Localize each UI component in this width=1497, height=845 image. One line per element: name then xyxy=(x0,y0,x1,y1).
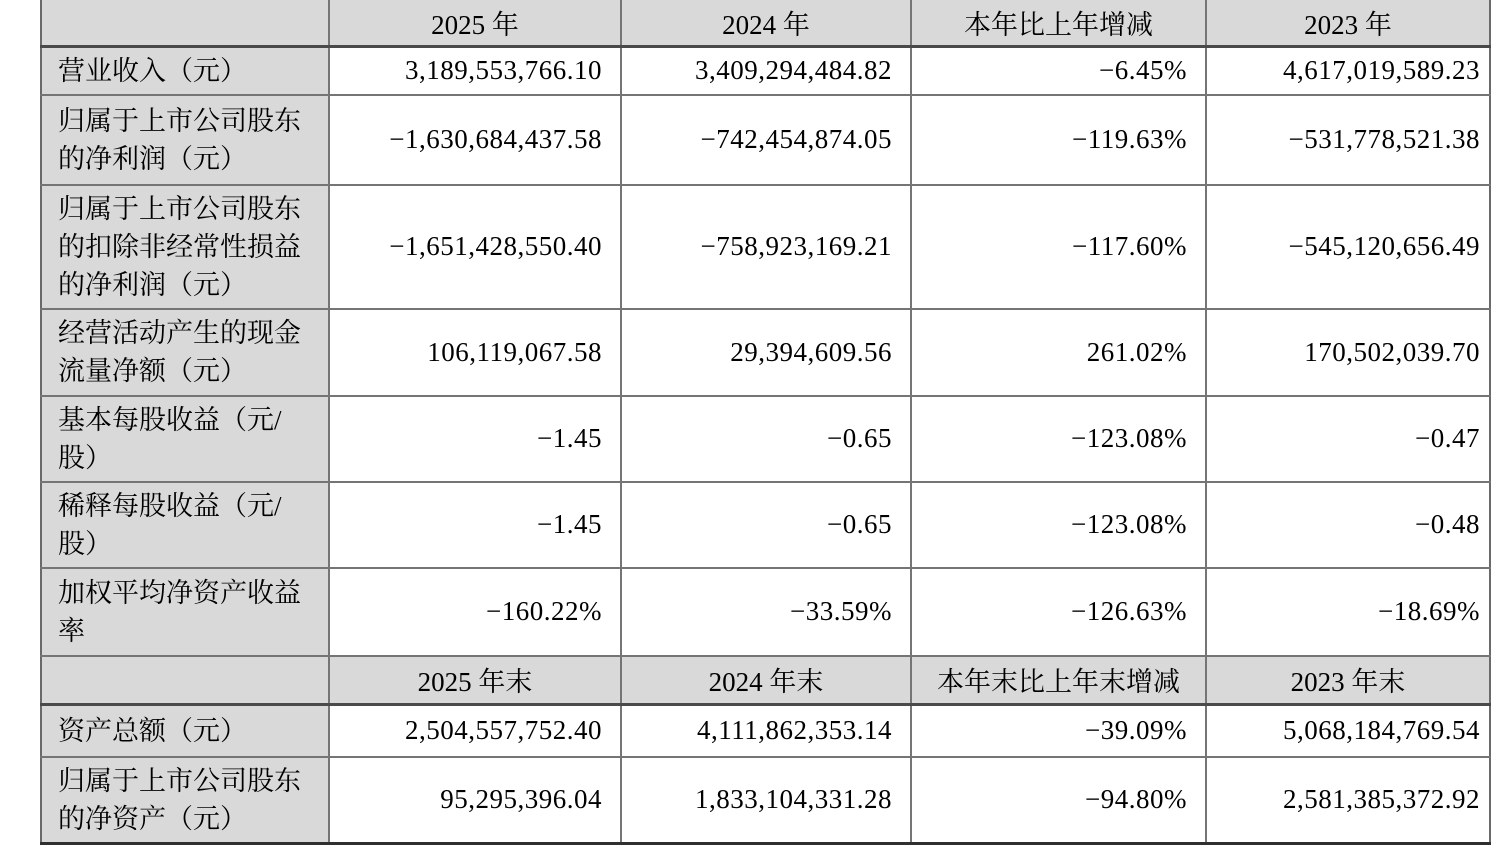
value-change-cell: 261.02% xyxy=(911,309,1206,396)
value-change-cell: −94.80% xyxy=(911,757,1206,844)
header-empty-cell xyxy=(41,0,329,46)
row-label-cell: 经营活动产生的现金流量净额（元） xyxy=(41,309,329,396)
header-2025: 2025 年 xyxy=(329,0,621,46)
value-2024-cell: 4,111,862,353.14 xyxy=(621,705,911,757)
row-label-cell: 营业收入（元） xyxy=(41,46,329,95)
value-change-cell: −123.08% xyxy=(911,396,1206,482)
value-2025-cell: −1.45 xyxy=(329,396,621,482)
value-2024-cell: −758,923,169.21 xyxy=(621,185,911,309)
value-change-cell: −117.60% xyxy=(911,185,1206,309)
table-row-weighted-avg-roe xyxy=(41,568,1490,656)
table-row-net-profit-excl-nonrecurring xyxy=(41,185,1490,309)
header-empty-cell xyxy=(41,656,329,705)
table-row-total-assets xyxy=(41,705,1490,757)
row-label-cell: 归属于上市公司股东的净利润（元） xyxy=(41,95,329,185)
value-2025-cell: −160.22% xyxy=(329,568,621,656)
header-yoy-change: 本年比上年增减 xyxy=(911,0,1206,46)
value-2025-cell: 3,189,553,766.10 xyxy=(329,46,621,95)
value-2023-cell: 2,581,385,372.92 xyxy=(1206,757,1490,844)
value-2023-cell: −0.48 xyxy=(1206,482,1490,568)
row-label-cell: 稀释每股收益（元/股） xyxy=(41,482,329,568)
financial-summary-table xyxy=(40,0,1491,845)
period-header-row xyxy=(41,0,1490,46)
table-row-operating-cash-flow xyxy=(41,309,1490,396)
value-change-cell: −39.09% xyxy=(911,705,1206,757)
value-2023-cell: −545,120,656.49 xyxy=(1206,185,1490,309)
value-2023-cell: −0.47 xyxy=(1206,396,1490,482)
value-change-cell: −123.08% xyxy=(911,482,1206,568)
value-2023-cell: −531,778,521.38 xyxy=(1206,95,1490,185)
value-2024-cell: −742,454,874.05 xyxy=(621,95,911,185)
value-2024-cell: −0.65 xyxy=(621,396,911,482)
value-2025-cell: −1,630,684,437.58 xyxy=(329,95,621,185)
value-2025-cell: 2,504,557,752.40 xyxy=(329,705,621,757)
value-2023-cell: 4,617,019,589.23 xyxy=(1206,46,1490,95)
row-label-cell: 加权平均净资产收益率 xyxy=(41,568,329,656)
row-label-cell: 归属于上市公司股东的扣除非经常性损益的净利润（元） xyxy=(41,185,329,309)
header-2023-end: 2023 年末 xyxy=(1206,656,1490,705)
header-2023: 2023 年 xyxy=(1206,0,1490,46)
value-2023-cell: 170,502,039.70 xyxy=(1206,309,1490,396)
value-change-cell: −6.45% xyxy=(911,46,1206,95)
table-row-operating-revenue xyxy=(41,46,1490,95)
header-2024-end: 2024 年末 xyxy=(621,656,911,705)
value-change-cell: −126.63% xyxy=(911,568,1206,656)
value-2024-cell: −0.65 xyxy=(621,482,911,568)
value-2024-cell: 1,833,104,331.28 xyxy=(621,757,911,844)
value-2023-cell: −18.69% xyxy=(1206,568,1490,656)
table-row-basic-eps xyxy=(41,396,1490,482)
value-2024-cell: 29,394,609.56 xyxy=(621,309,911,396)
header-yearend-change: 本年末比上年末增减 xyxy=(911,656,1206,705)
header-2024: 2024 年 xyxy=(621,0,911,46)
table-row-net-profit xyxy=(41,95,1490,185)
value-2023-cell: 5,068,184,769.54 xyxy=(1206,705,1490,757)
table-row-diluted-eps xyxy=(41,482,1490,568)
value-2025-cell: 106,119,067.58 xyxy=(329,309,621,396)
value-2025-cell: 95,295,396.04 xyxy=(329,757,621,844)
financial-summary-table-wrap xyxy=(40,0,1489,845)
value-2024-cell: 3,409,294,484.82 xyxy=(621,46,911,95)
value-2024-cell: −33.59% xyxy=(621,568,911,656)
row-label-cell: 资产总额（元） xyxy=(41,705,329,757)
period-end-header-row xyxy=(41,656,1490,705)
table-row-net-assets xyxy=(41,757,1490,844)
value-change-cell: −119.63% xyxy=(911,95,1206,185)
row-label-cell: 归属于上市公司股东的净资产（元） xyxy=(41,757,329,844)
value-2025-cell: −1.45 xyxy=(329,482,621,568)
row-label-cell: 基本每股收益（元/股） xyxy=(41,396,329,482)
header-2025-end: 2025 年末 xyxy=(329,656,621,705)
value-2025-cell: −1,651,428,550.40 xyxy=(329,185,621,309)
